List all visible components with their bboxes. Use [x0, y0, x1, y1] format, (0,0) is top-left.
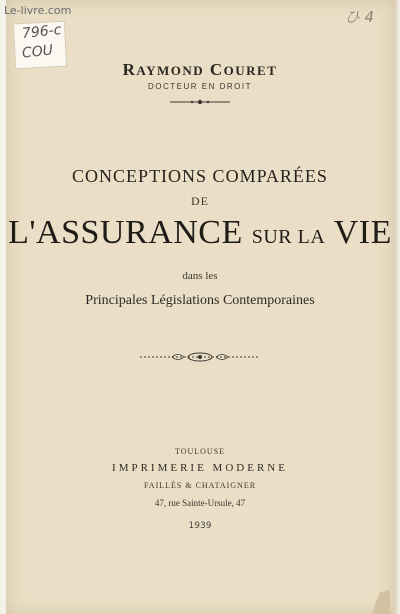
imprint-printer: IMPRIMERIE MODERNE — [112, 462, 288, 474]
watermark: Le-livre.com — [4, 4, 72, 17]
imprint-year: 1939 — [188, 521, 212, 531]
call-number-line2: COU — [21, 42, 54, 62]
title-line1: CONCEPTIONS COMPARÉES — [72, 166, 328, 186]
title-line4: dans les — [182, 270, 218, 282]
author-first-initial: R — [122, 60, 137, 79]
ornament-small — [168, 98, 232, 106]
main-title-part1: L'ASSURANCE — [8, 214, 243, 251]
author-name — [0, 60, 400, 80]
imprint-owners: FAILLÈS & CHATAIGNER — [143, 481, 257, 490]
imprint-address: 47, rue Sainte-Ursule, 47 — [154, 498, 246, 508]
main-title-part3: VIE — [333, 214, 392, 251]
author-last-rest: OURET — [223, 63, 278, 78]
author-last-initial: C — [209, 60, 224, 79]
main-title-part2: SUR LA — [251, 226, 326, 248]
handwritten-mark: ひ 4 — [344, 8, 374, 26]
title-line2: DE — [191, 194, 209, 208]
imprint-city: TOULOUSE — [174, 447, 226, 456]
author-degree: DOCTEUR EN DROIT — [148, 82, 252, 91]
call-number-line1: 796-c — [21, 21, 63, 43]
author-first-rest: AYMOND — [136, 63, 205, 78]
title-line5: Principales Législations Contemporaines — [85, 293, 315, 308]
ornament-divider — [138, 350, 262, 364]
main-title — [0, 214, 400, 252]
